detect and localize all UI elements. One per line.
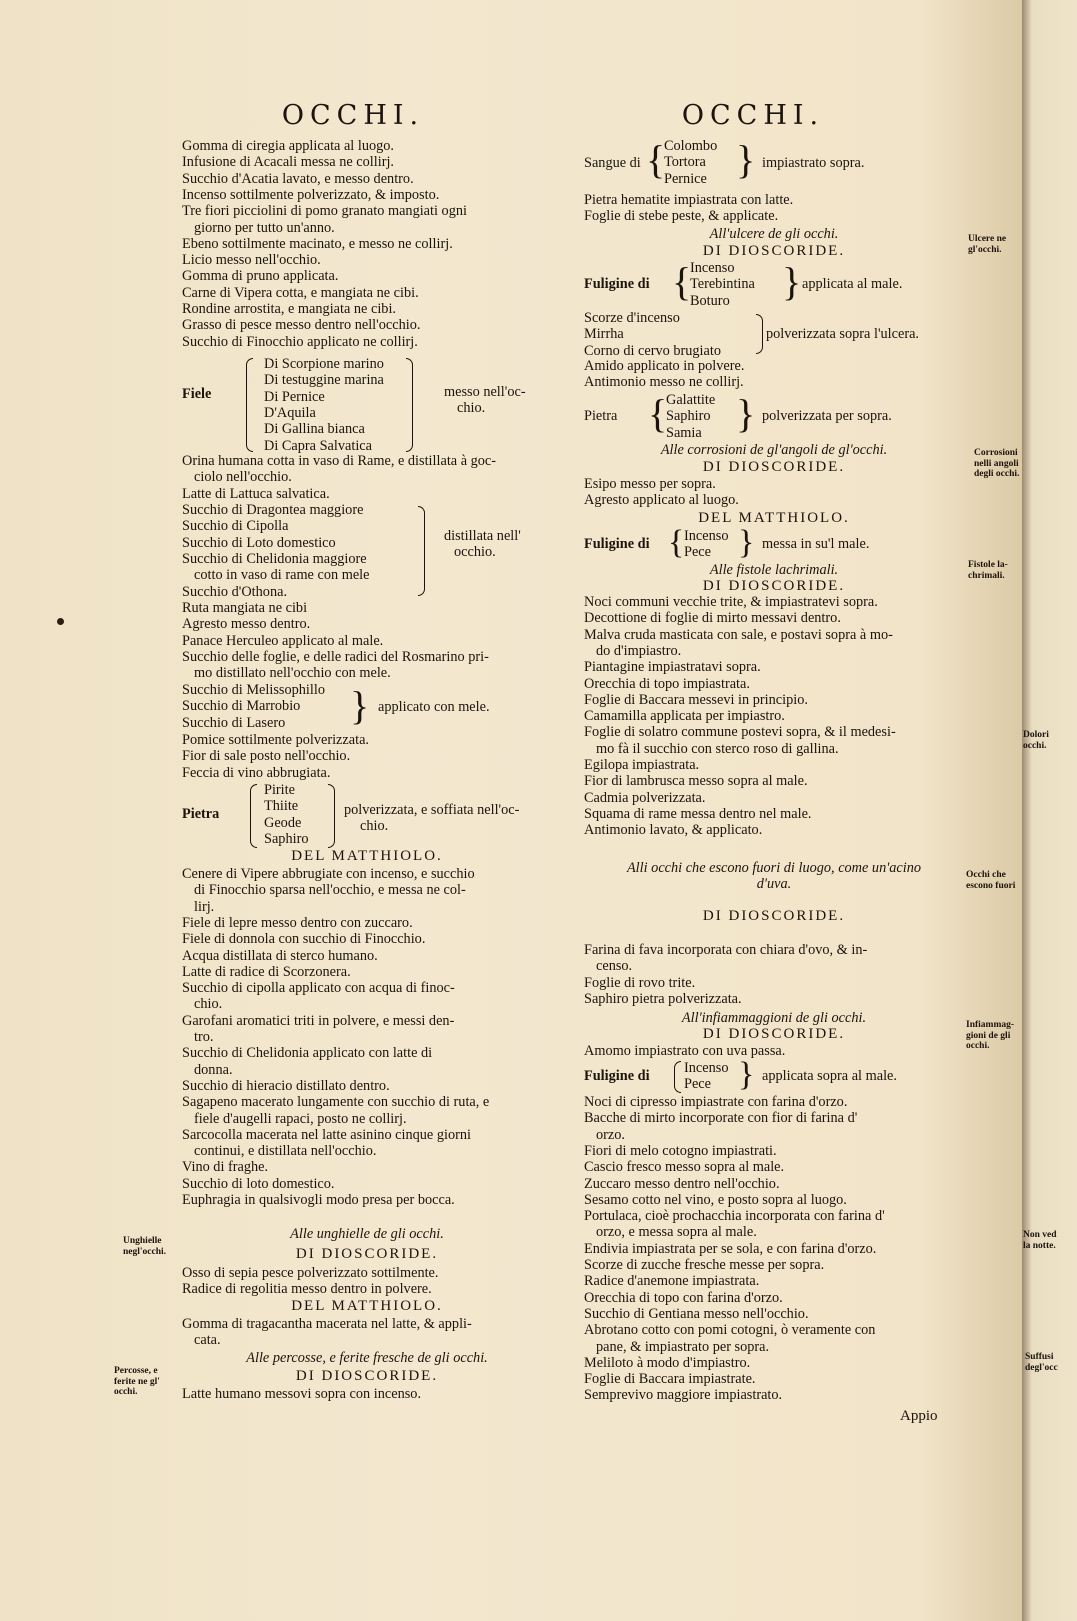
text-line: Antimonio lavato, & applicato.: [584, 822, 763, 839]
text-line: Sagapeno macerato lungamente con succhio di ruta, e: [182, 1094, 490, 1111]
text-line: Piantagine impiastratavi sopra.: [584, 659, 761, 676]
group-label: Pietra: [584, 408, 618, 424]
text-line: giorno per tutto un'anno.: [194, 219, 335, 236]
text-line: Pietra hematite impiastrata con latte.: [584, 192, 794, 208]
group-item: Di testuggine marina: [264, 372, 384, 389]
margin-note: Suffusi: [1025, 1352, 1054, 1362]
group-label: Fuligine di: [584, 1068, 650, 1084]
margin-note: la notte.: [1023, 1240, 1056, 1251]
text-line: Orecchia di topo impiastrata.: [584, 675, 750, 692]
group-item: Scorze d'incenso: [584, 310, 680, 326]
brace-left: [674, 1061, 681, 1093]
text-line: Foglie di solatro commune postevi sopra, & il medesi-: [584, 724, 896, 741]
text-line: Pomice sottilmente polverizzata.: [182, 732, 369, 748]
group-label: Fuligine di: [584, 276, 650, 292]
margin-note: Dolori: [1023, 730, 1049, 740]
section-subheading: All'ulcere de gli occhi.: [709, 226, 839, 242]
group-result: messa in su'l male.: [762, 536, 870, 552]
brace-curly: }: [736, 391, 756, 436]
section-heading: DI DIOSCORIDE.: [702, 578, 846, 594]
text-line: Licio messo nell'occhio.: [182, 252, 321, 269]
text-line: Camamilla applicata per impiastro.: [584, 708, 785, 725]
text-line: Foglie di Baccara messevi in principio.: [584, 691, 808, 708]
margin-note: degl'occ: [1025, 1362, 1058, 1373]
brace-left: [246, 358, 253, 452]
section-heading: DI DIOSCORIDE.: [702, 1026, 846, 1042]
text-line: Ebeno sottilmente macinato, e messo ne collirj.: [182, 235, 453, 252]
margin-note: Non ved: [1023, 1230, 1057, 1240]
text-line: Latte di radice di Scorzonera.: [182, 963, 351, 980]
section-heading: DEL MATTHIOLO.: [698, 510, 850, 526]
group-item: Succhio di Chelidonia maggiore: [182, 550, 367, 567]
group-item: D'Aquila: [264, 404, 316, 421]
margin-note: Unghielle: [123, 1236, 162, 1246]
brace-curly: }: [738, 1056, 755, 1093]
group-result: impiastrato sopra.: [762, 155, 865, 171]
section-heading: DI DIOSCORIDE.: [702, 243, 846, 259]
brace-right: [328, 784, 335, 848]
group-item: Succhio di Cipolla: [182, 518, 289, 535]
text-line: censo.: [596, 958, 633, 975]
margin-note: Percosse, e: [114, 1366, 158, 1376]
text-line: cata.: [194, 1332, 221, 1349]
text-line: Succhio d'Acatia lavato, e messo dentro.: [182, 170, 414, 187]
text-line: Endivia impiastrata per se sola, e con farina d'orzo.: [584, 1240, 877, 1257]
group-item: Incenso: [690, 260, 735, 276]
text-line: Feccia di vino abbrugiata.: [182, 764, 331, 781]
group-result: polverizzata sopra l'ulcera.: [766, 326, 920, 342]
group-item: Geode: [264, 814, 302, 831]
text-line: orzo, e messa sopra al male.: [596, 1224, 757, 1241]
text-line: Agresto applicato al luogo.: [584, 492, 739, 509]
section-heading: DI DIOSCORIDE.: [702, 908, 846, 924]
running-head-left: OCCHI.: [281, 100, 425, 131]
text-line: Amomo impiastrato con uva passa.: [584, 1043, 786, 1059]
text-line: Incenso sottilmente polverizzato, & imposto.: [182, 186, 440, 203]
text-line: Foglie di rovo trite.: [584, 974, 696, 991]
text-line: Radice di regolitia messo dentro in polvere.: [182, 1281, 432, 1298]
group-item: Incenso: [684, 528, 729, 544]
text-line: Cenere di Vipere abbrugiate con incenso, e succhio: [182, 866, 475, 882]
group-label: Pietra: [182, 806, 220, 822]
text-line: Cadmia polverizzata.: [584, 789, 706, 806]
brace-curly: }: [782, 259, 802, 304]
text-line: Gomma di tragacantha macerata nel latte, & appli-: [182, 1316, 472, 1332]
text-line: Zuccaro messo dentro nell'occhio.: [584, 1175, 780, 1192]
margin-note: ferite ne gl': [114, 1376, 160, 1387]
text-line: Antimonio messo ne collirj.: [584, 374, 744, 391]
text-line: Agresto messo dentro.: [182, 616, 311, 633]
text-line: Grasso di pesce messo dentro nell'occhio.: [182, 317, 421, 334]
text-line: fiele d'augelli rapaci, posto ne collirj.: [194, 1110, 407, 1127]
margin-note: Occhi che: [966, 870, 1006, 880]
brace-right: [756, 314, 763, 354]
group-result: occhio.: [454, 544, 496, 560]
text-line: Esipo messo per sopra.: [584, 476, 716, 492]
text-line: Fiele di lepre messo dentro con zuccaro.: [182, 914, 413, 931]
text-line: Succhio di hieracio distillato dentro.: [182, 1077, 390, 1094]
group-result: distillata nell': [444, 528, 521, 544]
text-line: Fiori di melo cotogno impiastrati.: [584, 1142, 777, 1159]
group-item: Di Gallina bianca: [264, 421, 365, 438]
text-line: Bacche di mirto incorporate con fior di farina d': [584, 1110, 858, 1127]
text-line: Saphiro pietra polverizzata.: [584, 990, 742, 1007]
margin-note: degli occhi.: [974, 469, 1020, 479]
text-line: Infusione di Acacali messa ne collirj.: [182, 154, 395, 171]
text-line: Radice d'anemone impiastrata.: [584, 1273, 760, 1290]
group-result: messo nell'oc-: [444, 384, 526, 400]
section-subheading: Alle unghielle de gli occhi.: [290, 1226, 444, 1242]
text-line: Latte di Lattuca salvatica.: [182, 485, 330, 502]
text-line: Sarcocolla macerata nel latte asinino cinque giorni: [182, 1126, 471, 1143]
text-line: Succhio di cipolla applicato con acqua di finoc-: [182, 980, 455, 997]
text-line: Orecchia di topo con farina d'orzo.: [584, 1289, 783, 1306]
section-subheading: All'infiammaggioni de gli occhi.: [681, 1010, 867, 1026]
brace-curly: }: [350, 683, 370, 728]
group-item: Succhio d'Othona.: [182, 583, 288, 600]
text-line: Acqua distillata di sterco humano.: [182, 947, 378, 964]
section-heading: DI DIOSCORIDE.: [295, 1368, 439, 1384]
group-item: Pirite: [264, 782, 295, 798]
text-line: Succhio di loto domestico.: [182, 1175, 335, 1192]
group-result: polverizzata, e soffiata nell'oc-: [344, 802, 520, 818]
text-line: Sesamo cotto nel vino, e posto sopra al luogo.: [584, 1191, 847, 1208]
ink-blot: [57, 618, 64, 625]
group-item: Pece: [684, 544, 711, 561]
group-item: Mirrha: [584, 326, 624, 343]
group-item: Di Scorpione marino: [264, 356, 384, 372]
group-result: applicata al male.: [802, 276, 903, 292]
text-line: Portulaca, cioè prochacchia incorporata con farina d': [584, 1208, 885, 1225]
group-item: Corno di cervo brugiato: [584, 342, 721, 359]
section-heading: DEL MATTHIOLO.: [291, 848, 443, 864]
text-line: donna.: [194, 1061, 233, 1078]
margin-note: gioni de gli: [966, 1030, 1011, 1041]
brace-curly: {: [646, 137, 666, 182]
text-line: Abrotano cotto con pomi cotogni, ò veramente con: [584, 1322, 876, 1339]
margin-note: nelli angoli: [974, 458, 1019, 469]
group-item: Saphiro: [264, 830, 309, 847]
section-subheading: d'uva.: [756, 876, 792, 892]
text-line: Fior di lambrusca messo sopra al male.: [584, 773, 808, 790]
margin-note: Fistole la-: [968, 560, 1008, 570]
group-result: applicata sopra al male.: [762, 1068, 897, 1084]
text-line: Scorze di zucche fresche messe per sopra.: [584, 1257, 825, 1273]
margin-note: negl'occhi.: [123, 1246, 167, 1257]
margin-note: chrimali.: [968, 570, 1005, 581]
group-result: applicato con mele.: [378, 699, 490, 715]
group-result: polverizzata per sopra.: [762, 408, 892, 424]
group-result: chio.: [457, 400, 486, 416]
margin-note: occhi.: [966, 1041, 990, 1051]
group-item: Succhio di Lasero: [182, 714, 286, 731]
group-item: Incenso: [684, 1060, 729, 1076]
margin-note: gl'occhi.: [968, 244, 1002, 255]
group-item: Pernice: [664, 170, 707, 187]
text-line: Succhio di Chelidonia applicato con latte di: [182, 1045, 433, 1062]
text-line: Meliloto à modo d'impiastro.: [584, 1354, 751, 1371]
brace-right: [418, 506, 425, 596]
text-line: tro.: [194, 1029, 214, 1045]
text-line: Osso di sepia pesce polverizzato sottilmente.: [182, 1265, 439, 1281]
text-line: Squama di rame messa dentro nel male.: [584, 805, 812, 822]
brace-curly: }: [738, 524, 755, 561]
text-line: chio.: [194, 996, 223, 1013]
group-label: Fuligine di: [584, 536, 650, 552]
text-line: Rondine arrostita, e mangiata ne cibi.: [182, 301, 396, 317]
margin-note: Infiammag-: [966, 1020, 1015, 1030]
group-item: Thiite: [264, 798, 299, 815]
group-label: Fiele: [182, 386, 212, 402]
section-subheading: Alle percosse, e ferite fresche de gli occhi.: [246, 1350, 488, 1366]
text-line: Gomma di ciregia applicata al luogo.: [182, 138, 394, 154]
brace-curly: {: [668, 524, 685, 561]
text-line: Semprevivo maggiore impiastrato.: [584, 1387, 783, 1404]
text-line: Foglie di Baccara impiastrate.: [584, 1371, 756, 1388]
margin-note: Ulcere ne: [968, 234, 1007, 244]
text-line: lirj.: [194, 898, 215, 915]
margin-note: occhi.: [1023, 740, 1047, 751]
group-item: Tortora: [664, 154, 706, 171]
text-line: pane, & impiastrato per sopra.: [596, 1338, 770, 1355]
section-heading: DI DIOSCORIDE.: [702, 459, 846, 475]
text-line: Cascio fresco messo sopra al male.: [584, 1159, 785, 1176]
group-item: Succhio di Marrobio: [182, 698, 301, 715]
text-line: Noci communi vecchie trite, & impiastratevi sopra.: [584, 594, 878, 610]
group-item: Di Capra Salvatica: [264, 437, 372, 454]
text-line: Succhio di Finocchio applicato ne collirj.: [182, 333, 418, 350]
text-line: Euphragia in qualsivogli modo presa per bocca.: [182, 1192, 455, 1208]
group-item: Boturo: [690, 292, 730, 309]
text-line: continui, e distillata nell'occhio.: [194, 1143, 377, 1160]
group-item: Pece: [684, 1076, 711, 1093]
running-head-right: OCCHI.: [681, 100, 825, 131]
margin-note: Corrosioni: [974, 448, 1018, 458]
text-line: Succhio di Gentiana messo nell'occhio.: [584, 1305, 809, 1322]
group-item: Samia: [666, 424, 702, 441]
text-line: Decottione di foglie di mirto messavi dentro.: [584, 610, 841, 627]
text-line: Ruta mangiata ne cibi: [182, 600, 308, 616]
text-line: Fiele di donnola con succhio di Finocchio.: [182, 931, 426, 948]
text-line: Succhio delle foglie, e delle radici del Rosmarino pri-: [182, 648, 489, 665]
text-line: do d'impiastro.: [596, 642, 682, 659]
catchword: Appio: [900, 1408, 938, 1424]
brace-curly: {: [648, 391, 668, 436]
text-line: Latte humano messovi sopra con incenso.: [182, 1386, 422, 1402]
brace-curly: {: [672, 259, 692, 304]
group-item: Succhio di Dragontea maggiore: [182, 502, 364, 518]
text-line: Foglie di stebe peste, & applicate.: [584, 208, 779, 225]
group-item: Galattite: [666, 392, 716, 408]
text-line: Amido applicato in polvere.: [584, 358, 745, 374]
group-item: Succhio di Loto domestico: [182, 534, 336, 551]
group-item: cotto in vaso di rame con mele: [194, 567, 370, 584]
section-heading: DI DIOSCORIDE.: [295, 1246, 439, 1262]
group-item: Terebintina: [690, 276, 755, 293]
group-item: Di Pernice: [264, 388, 325, 405]
text-line: Noci di cipresso impiastrate con farina d'orzo.: [584, 1094, 848, 1110]
brace-curly: }: [736, 137, 756, 182]
section-subheading: Alli occhi che escono fuori di luogo, come un'acino: [626, 860, 922, 876]
margin-note: escono fuori: [966, 880, 1016, 891]
group-item: Succhio di Melissophillo: [182, 682, 325, 698]
text-line: Egilopa impiastrata.: [584, 757, 700, 773]
margin-note: occhi.: [114, 1387, 138, 1397]
text-line: ciolo nell'occhio.: [194, 469, 292, 486]
brace-left: [250, 784, 257, 848]
text-line: Vino di fraghe.: [182, 1159, 269, 1176]
group-item: Colombo: [664, 138, 718, 154]
text-line: Gomma di pruno applicata.: [182, 268, 339, 285]
text-line: Farina di fava incorporata con chiara d'ovo, & in-: [584, 942, 868, 958]
text-line: mo fà il succhio con sterco roso di gallina.: [596, 740, 839, 757]
section-subheading: Alle corrosioni de gl'angoli de gl'occhi.: [660, 442, 888, 458]
text-line: Malva cruda masticata con sale, e postavi sopra à mo-: [584, 626, 893, 643]
group-label: Sangue di: [584, 155, 641, 171]
group-result: chio.: [360, 818, 389, 834]
text-line: orzo.: [596, 1126, 625, 1143]
section-heading: DEL MATTHIOLO.: [291, 1298, 443, 1314]
group-item: Saphiro: [666, 408, 711, 425]
adjacent-page-edge: [1022, 0, 1077, 1621]
text-line: Garofani aromatici triti in polvere, e messi den-: [182, 1012, 455, 1029]
text-line: mo distillato nell'occhio con mele.: [194, 665, 391, 682]
text-line: Fior di sale posto nell'occhio.: [182, 748, 351, 765]
text-line: Panace Herculeo applicato al male.: [182, 632, 384, 649]
text-line: Orina humana cotta in vaso di Rame, e distillata à goc-: [182, 453, 497, 469]
text-line: di Finocchio sparsa nell'occhio, e messa ne col-: [194, 882, 466, 899]
section-subheading: Alle fistole lachrimali.: [709, 562, 839, 578]
text-line: Carne di Vipera cotta, e mangiata ne cibi.: [182, 284, 419, 301]
brace-right: [406, 358, 413, 452]
text-line: Tre fiori picciolini di pomo granato mangiati ogni: [182, 203, 467, 220]
